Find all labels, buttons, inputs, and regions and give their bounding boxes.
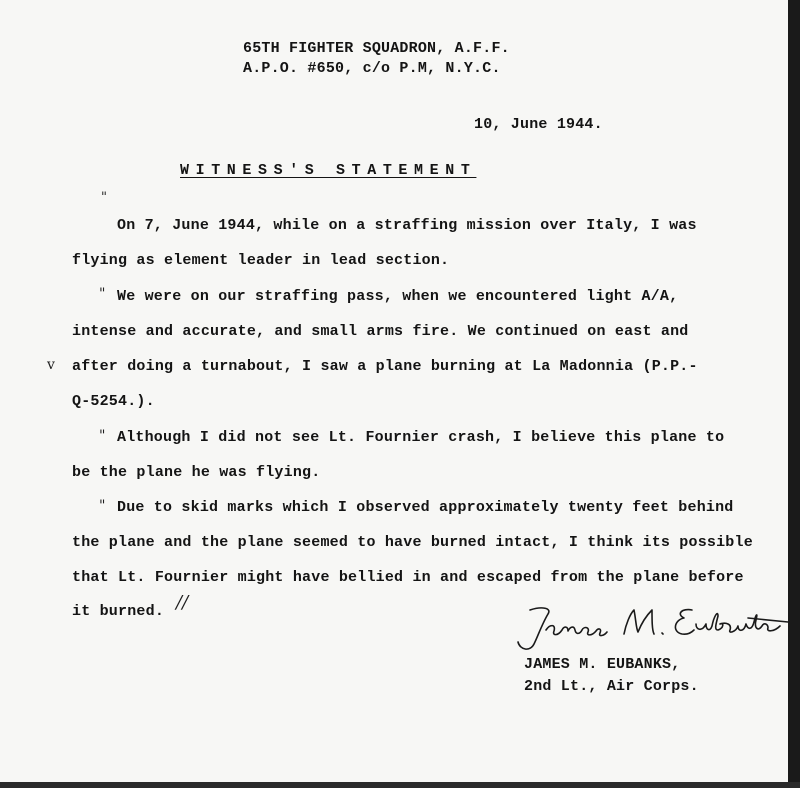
paragraph-mark-4: " [99,498,106,514]
scan-edge-bottom [0,782,800,788]
paragraph-2-line-1: We were on our straffing pass, when we encountered light A/A, [117,288,679,305]
paragraph-2-line-4: Q-5254.). [72,393,155,410]
paragraph-3-line-2: be the plane he was flying. [72,464,321,481]
opening-quote-mark: " [101,190,107,205]
handwritten-signature [512,600,792,660]
paragraph-3-line-1: Although I did not see Lt. Fournier crash, I believe this plane to [117,429,725,446]
scan-edge-right [788,0,800,788]
paragraph-mark-3: " [99,428,106,444]
paragraph-4-line-1: Due to skid marks which I observed approximately twenty feet behind [117,499,734,516]
paragraph-1-line-1: On 7, June 1944, while on a straffing mission over Italy, I was [117,217,697,234]
paragraph-4-line-4: it burned. [72,603,165,620]
signatory-rank: 2nd Lt., Air Corps. [524,678,699,695]
closing-mark: // [176,592,189,613]
squadron-header: 65TH FIGHTER SQUADRON, A.F.F. [243,40,510,57]
address-header: A.P.O. #650, c/o P.M, N.Y.C. [243,60,501,77]
typed-signature-name: JAMES M. EUBANKS, [524,656,681,673]
paragraph-1-line-2: flying as element leader in lead section. [72,252,450,269]
document-title: WITNESS'S STATEMENT [180,162,477,179]
paragraph-4-line-2: the plane and the plane seemed to have burned intact, I think its possible [72,534,753,551]
paragraph-mark-2: " [99,286,106,302]
margin-v-mark: v [47,357,55,373]
paragraph-2-line-2: intense and accurate, and small arms fire. We continued on east and [72,323,689,340]
paragraph-2-line-3: after doing a turnabout, I saw a plane burning at La Madonnia (P.P.- [72,358,698,375]
paragraph-4-line-3: that Lt. Fournier might have bellied in and escaped from the plane before [72,569,744,586]
statement-date: 10, June 1944. [474,116,603,133]
